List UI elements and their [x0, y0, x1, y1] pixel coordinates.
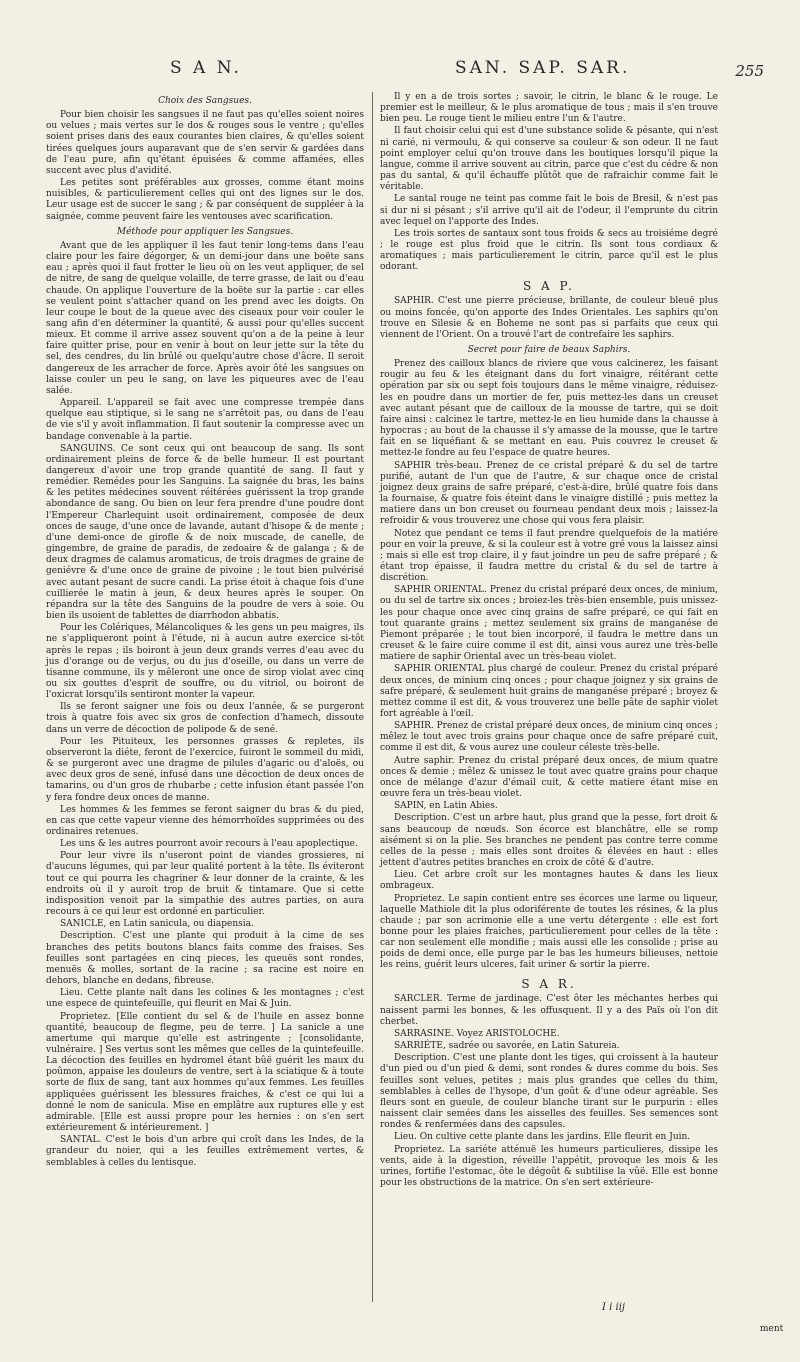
signature-mark: I i iij: [602, 1302, 626, 1313]
paragraph: SAPHIR. Prenez de cristal préparé deux onces, de minium cinq onces ; mêlez le tout avec trois grains pour chaque once de safre préparé cuit, comme il est dit, & vous aurez une couleur céleste très-belle.: [380, 721, 718, 754]
paragraph: Autre saphir. Prenez du cristal préparé deux onces, de mium quatre onces & demie ; mêlez & unissez le tout avec quatre grains pour chaque once de mélange d'azur d'émail cuit, & cette matiere étant mise en œuvre fera un très-beau violet.: [380, 755, 718, 800]
paragraph: SANICLE, en Latin sanicula, ou diapensia.: [60, 919, 254, 930]
paragraph: Les uns & les autres pourront avoir recours à l'eau apoplectique.: [60, 839, 358, 850]
page-number: 255: [735, 62, 764, 80]
running-head-left: S A N.: [170, 58, 242, 78]
right-column: [380, 92, 718, 1190]
paragraph: Pour leur vivre ils n'useront point de viandes grossieres, ni d'aucuns légumes, qui par leur qualité portent à la tête. Ils éviteront tout ce qui pourra les chagriner & leur donner de la crainte, & les endroits où il y auroit trop de bruit & tintamare. Que si cette indisposition venoit par la simpathie des autres parties, on aura recours à ce qui leur est ordonné en particulier.: [46, 851, 364, 918]
paragraph: SAPHIR ORIENTAL. Prenez du cristal préparé deux onces, de minium, ou du sel de tartre six onces ; broiez-les très-bien ensemble, puis unissez-les pour chaque once avec cinq grains de safre préparé, ce qui fait en tout quarante grains ; mettez seulement six grains de manganése de Piemont préparée ; le tout bien incorporé, il faudra le mettre dans un creuset & le faire cuire comme il est dit, ainsi vous aurez une très-belle matiere de saphir Oriental avec un très-beau violet.: [380, 585, 718, 663]
paragraph: SAPHIR ORIENTAL plus chargé de couleur. Prenez du cristal préparé deux onces, de minium cinq onces ; pour chaque joignez y six grains de safre préparé, & seulement huit grains de manganése préparé ; broyez & mettez comme il est dit, & vous trouverez une belle pâte de saphir violet fort agréable à l'œil.: [380, 664, 718, 719]
paragraph: Proprietez. Le sapin contient entre ses écorces une larme ou liqueur, laquelle Mathiole dit la plus odoriférente de toutes les résines, & la plus chaude ; par son acrimonie elle a une vertu détergente : elle est fort bonne pour les plaies fraiches, particulierement pour celles de la tête : car non seulement elle mondifie ; mais aussi elle les consolide ; prise au poids de demi once, elle purge par le bas les humeurs bilieuses, nettoie les reins, guérit leurs ulceres, fait uriner & sortir la pierre.: [380, 893, 718, 971]
paragraph: Il faut choisir celui qui est d'une substance solide & pésante, qui n'est ni carié, ni vermoulu, & qui conserve sa couleur & son odeur. Il ne faut point employer celui qu'on trouve dans les boutiques lorsqu'il pique la langue, comme il arrive souvent au citrin, parce que c'est du cédre & non pas du santal, & qu'il échauffe plûtôt que de rafraichir comme fait le véritable.: [380, 126, 718, 193]
catchword: ment: [760, 1324, 784, 1334]
paragraph: Les hommes & les femmes se feront saigner du bras & du pied, en cas que cette vapeur vienne des hémorrhoïdes supprimées ou des ordinaires retenues.: [46, 804, 364, 837]
paragraph: Lieu. Cet arbre croît sur les montagnes hautes & dans les lieux ombrageux.: [380, 870, 718, 892]
paragraph: Description. C'est une plante dont les tiges, qui croissent à la hauteur d'un pied ou d'un pied & demi, sont rondes & dures comme du bois. Ses feuilles sont velues, petites ; mais plus grandes que celles du thim, semblables à celles de l'hysope, d'un goût & d'une odeur agréable. Ses fleurs sont en gueule, de couleur blanche tirant sur le purpurin : elles naissent clair semées dans les aisselles des feuilles. Ses semences sont rondes & renfermées dans des capsules.: [380, 1053, 718, 1131]
paragraph: Pour les Colériques, Mélancoliques & les gens un peu maigres, ils ne s'appliqueront point à l'étude, ni à aucun autre exercice si-tôt après le repas ; ils boiront à jeun deux grands verres d'eau avec du jus d'orange ou de verjus, ou du jus d'oseille, ou dans un verre de tisanne commune, ils y mêleront une once de sirop violat avec cinq ou six gouttes d'esprit de souffre, ou du vitriol, ou boiront de l'oxicrat lorsqu'ils sentiront monter la vapeur.: [46, 623, 364, 701]
left-column: [46, 92, 364, 1170]
paragraph: Lieu. On cultive cette plante dans les jardins. Elle fleurit en Juin.: [394, 1132, 691, 1143]
paragraph: Avant que de les appliquer il les faut tenir long-tems dans l'eau claire pour les faire dégorger, & un demi-jour dans une boëte sans eau ; après quoi il faut frotter le lieu où on les veut appliquer, de sel de nitre, de sang de quelque volaille, de terre grasse, de lait ou d'eau chaude. On applique l'ouverture de la boëte sur la partie : car elles se veulent point s'attacher quand on les prend avec les doigts. On leur coupe le bout de la queue avec des ciseaux pour voir couler le sang afin d'en déterminer la quantité, & aussi pour qu'elles succent mieux. Et comme il arrive assez souvent qu'on a de la peine à leur faire quitter prise, pour en venir à bout on leur jette sur la tête du sel, des cendres, du lin brûlé ou quelqu'autre chose d'âcre. Il seroit dangereux de les arracher de force. Après avoir ôté les sangsues on laisse couler un peu le sang, on lave les piqueures avec de l'eau salée.: [46, 240, 364, 396]
paragraph: Pour les Pituiteux, les personnes grasses & repletes, ils observeront la diéte, feront de l'exercice, fuiront le sommeil du midi, & se purgeront avec une dragme de pilules d'agaric ou d'aloës, ou avec deux gros de sené, infusé dans une décoction de deux onces de tamarins, ou d'un gros de rhubarbe ; cette infusion étant passée l'on y fera fondre deux onces de manne.: [46, 736, 364, 803]
paragraph: Ils se feront saigner une fois ou deux l'année, & se purgeront trois à quatre fois avec six gros de confection d'hamech, dissoute dans un verre de décoction de polipode & de sené.: [46, 702, 364, 735]
paragraph: SAPIN, en Latin Abies.: [394, 801, 498, 812]
paragraph: Description. C'est une plante qui produit à la cime de ses branches des petits boutons blancs faits comme des fraises. Ses feuilles sont partagées en cinq pieces, les queuës sont rondes, menuës & molles, sortant de la racine ; sa racine est noire en dehors, blanche en dedans, fibreuse.: [46, 931, 364, 987]
paragraph: SARCLER. Terme de jardinage. C'est ôter les méchantes herbes qui naissent parmi les bonnes, & les offusquent. Il y a des Païs où l'on dit cherbet.: [380, 994, 718, 1027]
paragraph: Les petites sont préférables aux grosses, comme étant moins nuisibles, & particulierement celles qui ont des lignes sur le dos. Leur usage est de succer le sang ; & par conséquent de suppléer à la saignée, comme peuvent faire les ventouses avec scarification.: [46, 178, 364, 222]
column-divider: [372, 92, 373, 1302]
paragraph: SANGUINS. Ce sont ceux qui ont beaucoup de sang. Ils sont ordinairement pleins de force & de belle humeur. Il est pourtant dangereux d'avoir une trop grande quantité de sang. Il faut y remédier. Remédes pour les Sanguins. La saignée du bras, les bains & les petites médecines souvent réitérées guérissent la trop grande abondance de sang. Ou bien on leur fera prendre d'une poudre dont l'Empereur Charlequint usoit ordinairement, composée de deux onces de sauge, d'une once de lavande, autant d'hisope & de mente ; d'une demi-once de girofle & de noix muscade, de canelle, de gingembre, de graine de paradis, de zedoaire & de galanga ; & de deux dragmes de calamus aromaticus, de trois dragmes de graine de geniévre & d'une once de graine de pivoine ; le tout bien pulvérisé avec autant pesant de sucre candi. La prise étoit à chaque fois d'une cuillierée le matin à jeun, & deux heures après le souper. On répandra sur la tête des Sanguins de la poudre de vers à soie. Ou bien ils usoient de tablettes de diarrhodon abbatis.: [46, 443, 364, 622]
subheading: Choix des Sangsues.: [158, 96, 252, 106]
section-heading: S A P.: [523, 278, 575, 293]
paragraph: Les trois sortes de santaux sont tous froids & secs au troisiéme degré ; le rouge est plus froid que le citrin. Ils sont tous cordiaux & aromatiques ; mais particulierement le citrin, parce qu'il est le plus odorant.: [380, 228, 718, 273]
paragraph: Il y en a de trois sortes ; savoir, le citrin, le blanc & le rouge. Le premier est le meilleur, & le plus aromatique de tous ; mais il s'en trouve bien peu. Le rouge tient le milieu entre l'un & l'autre.: [380, 92, 718, 125]
paragraph: SAPHIR. C'est une pierre précieuse, brillante, de couleur bleuë plus ou moins foncée, qu'on apporte des Indes Orientales. Les saphirs qu'on trouve en Silesie & en Boheme ne sont pas si parfaits que ceux qui viennent de l'Orient. On a trouvé l'art de contrefaire les saphirs.: [380, 296, 718, 340]
paragraph: SARRIÉTE, sadrée ou savorée, en Latin Satureia.: [394, 1041, 620, 1052]
paragraph: Proprietez. [Elle contient du sel & de l'huile en assez bonne quantité, beaucoup de flegme, peu de terre. ] La sanicle a une amertume qui marque qu'elle est astringente ; [consolidante, vulnéraire. ] Ses vertus sont les mêmes que celles de la quintefeuille. La décoction des feuilles en hydromel étant bûë guérit les maux du poûmon, appaise les douleurs de ventre, sert à la sciatique & à toute sorte de flux de sang, tant aux hommes qu'aux femmes. Les feuilles appliquées guérissent les blessures fraiches, & c'est ce qui lui a donné le nom de sanicula. Mise en emplâtre aux ruptures elle y est admirable. [Elle est aussi propre pour les hernies : on s'en sert extérieurement & intérieurement. ]: [46, 1011, 364, 1134]
paragraph: Appareil. L'appareil se fait avec une compresse trempée dans quelque eau stiptique, si le sang ne s'arrêtoit pas, ou dans de l'eau de vie s'il y avoit inflammation. Il faut soutenir la compresse avec un bandage convenable à la partie.: [46, 398, 364, 442]
subheading: Secret pour faire de beaux Saphirs.: [467, 345, 631, 355]
paragraph: Description. C'est un arbre haut, plus grand que la pesse, fort droit & sans beaucoup de nœuds. Son écorce est blanchâtre, elle se romp aisément si on la plie. Ses branches ne pendent pas contre terre comme celles de la pesse ; mais elles sont droites & élevées en haut : elles jettent d'autres petites branches en croix de côté & d'autre.: [380, 813, 718, 869]
paragraph: Pour bien choisir les sangsues il ne faut pas qu'elles soient noires ou velues ; mais vertes sur le dos & rouges sous le ventre ; qu'elles soient prises dans des eaux courantes bien claires, & qu'elles soient tirées quelques jours auparavant que de s'en servir & gardées dans de l'eau pure, afin qu'étant épuisées & comme affamées, elles succent avec plus d'avidité.: [46, 110, 364, 176]
paragraph: Notez que pendant ce tems il faut prendre quelquefois de la matiére pour en voir la preuve, & si la couleur est à votre gré vous la laissez ainsi ; mais si elle est trop claire, il y faut joindre un peu de safre préparé ; & étant trop épaisse, il faudra mettre du cristal & du sel de tartre à discrétion.: [380, 528, 718, 584]
paragraph: SANTAL. C'est le bois d'un arbre qui croît dans les Indes, de la grandeur du noier, qui a les feuilles extrêmement vertes, & semblables à celles du lentisque.: [46, 1135, 364, 1168]
subheading: Méthode pour appliquer les Sangsues.: [116, 226, 294, 237]
paragraph: Proprietez. La sariéte atténuë les humeurs particulieres, dissipe les vents, aide à la digestion, réveille l'appétit, provoque les mois & les urines, fortifie l'estomac, ôte le dégoût & subtilise la vûë. Elle est bonne pour les obstructions de la matrice. On s'en sert extérieure-: [380, 1144, 718, 1188]
section-heading: S A R.: [521, 976, 577, 991]
paragraph: Le santal rouge ne teint pas comme fait le bois de Bresil, & n'est pas si dur ni si pésant ; s'il arrive qu'il ait de l'odeur, il l'emprunte du citrin avec lequel on l'apporte des Indes.: [380, 194, 718, 227]
running-head-right: SAN. SAP. SAR.: [455, 58, 631, 78]
paragraph: SARRASINE. Voyez ARISTOLOCHE.: [394, 1028, 560, 1039]
paragraph: Lieu. Cette plante naît dans les colines & les montagnes ; c'est une espece de quintefeuille, qui fleurit en Mai & Juin.: [46, 988, 364, 1010]
paragraph: SAPHIR très-beau. Prenez de ce cristal préparé & du sel de tartre purifié, autant de l'un que de l'autre, & sur chaque once de cristal joignez deux grains de safre préparé, c'est-à-dire, brûlé quatre fois dans la fournaise, & quatre fois éteint dans le vinaigre distillé ; puis mettez la matiere dans un bon creuset ou fourneau pendant deux mois ; laissez-la refroidir & vous trouverez une chose qui vous fera plaisir.: [380, 460, 718, 527]
paragraph: Prenez des cailloux blancs de riviere que vous calcinerez, les faisant rougir au feu & les éteignant dans du fort vinaigre, réitérant cette opération par six ou sept fois toujours dans le même vinaigre, réduisez-les en poudre dans un mortier de fer, puis mettez-les dans un creuset avec autant pésant que de cailloux de la mousse de tartre, qui se doit faire ainsi : calcinez le tartre, mettez-le en lieu humide dans la chausse à hypocras ; au bout de la chausse il s'y amasse de la mousse, que le tartre fait en se liquéfiant & se mettant en eau. Puis couvrez le creuset & mettez-le fondre au feu l'espace de quatre heures.: [380, 359, 718, 459]
